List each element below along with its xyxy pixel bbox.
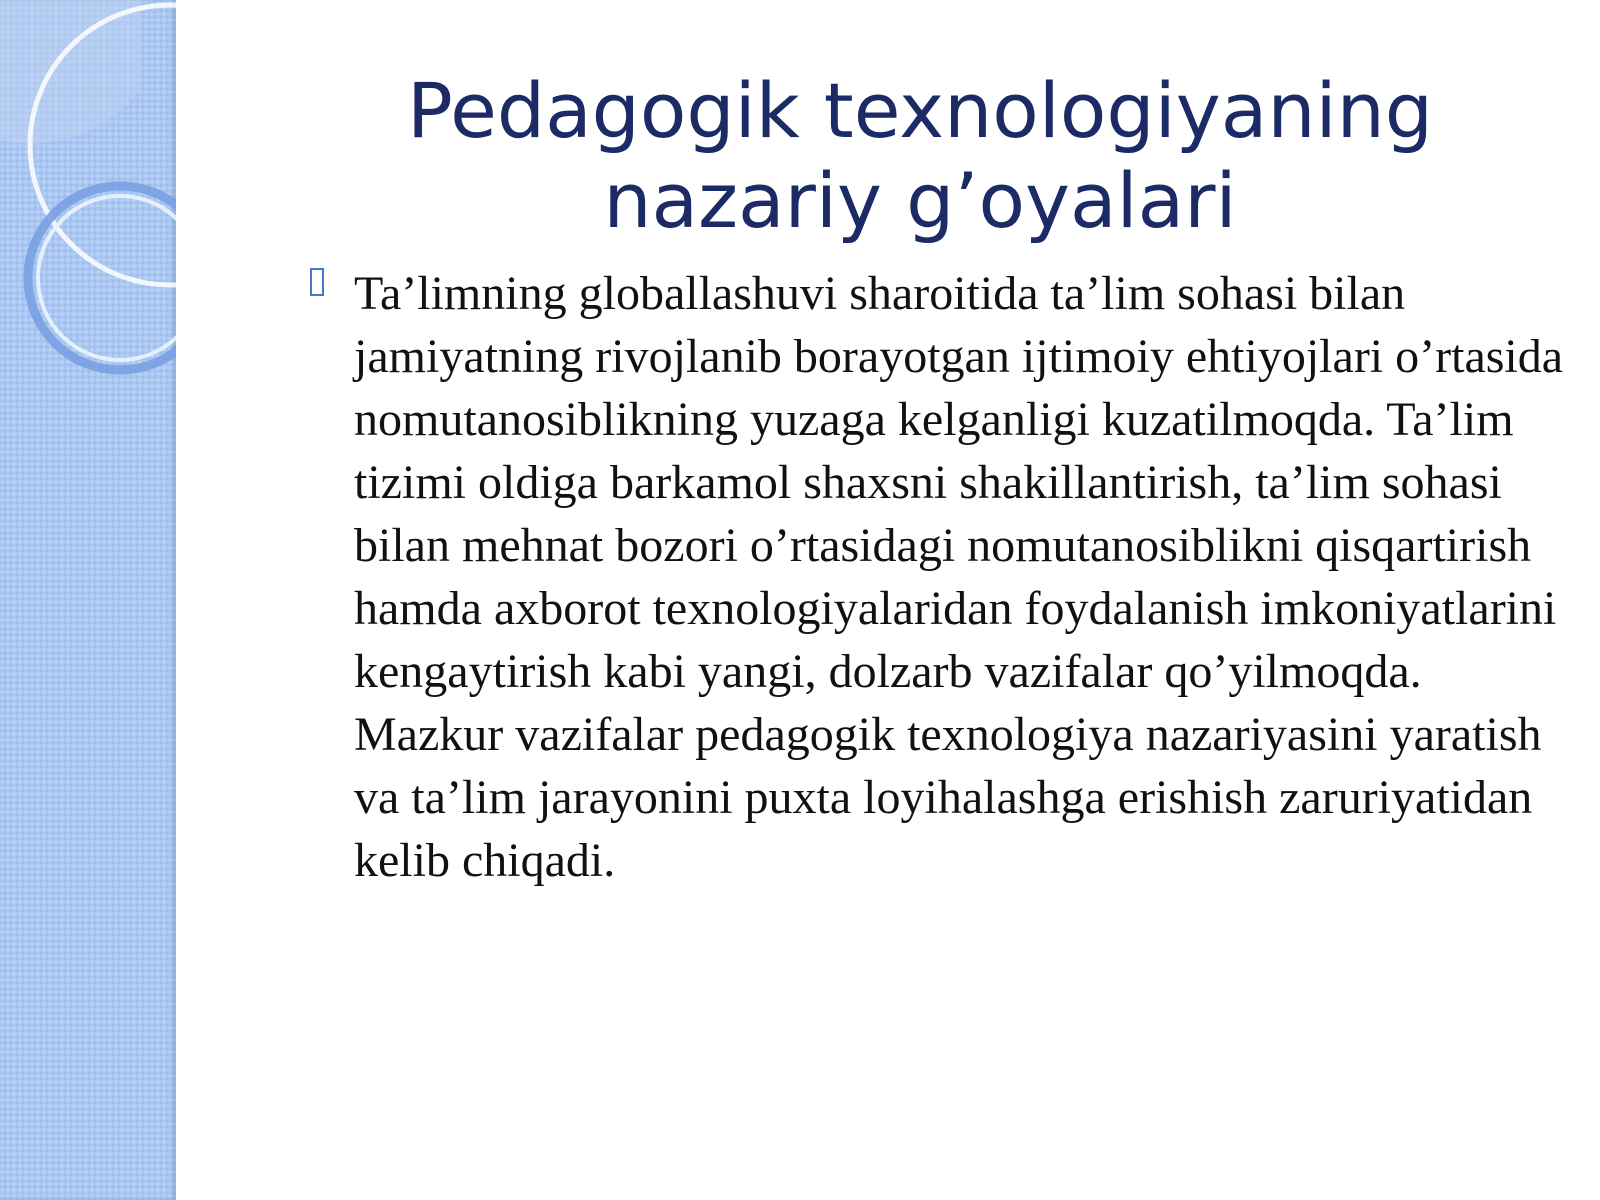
bullet-text: Ta’limning globallashuvi sharoitida ta’lim sohasi bilan jamiyatning rivojlanib borayotgan ijtimoiy ehtiyojlari o’rtasida nomutanosiblikning yuzaga kelganligi kuzatilmoqda. Ta’lim tizimi oldiga barkamol shaxsni shakillantirish, ta’lim sohasi bilan mehnat bozori o’rtasidagi nomutanosiblikni qisqartirish hamda axborot texnologiyalaridan foydalanish imkoniyatlarini kengaytirish kabi yangi, dolzarb vazifalar qo’yilmoqda. Mazkur vazifalar pedagogik texnologiya nazariyasini yaratish va ta’lim jarayonini puxta loyihalashga erishish zaruriyatidan kelib chiqadi. — [354, 267, 1564, 887]
title-line-2: nazariy g’oyalari — [603, 156, 1237, 245]
bullet-box-icon — [310, 268, 324, 296]
decorative-rings-icon — [0, 0, 176, 420]
bullet-list — [310, 262, 1580, 892]
bullet-item — [310, 262, 1580, 892]
title-line-1: Pedagogik texnologiyaning — [406, 66, 1434, 155]
decorative-side-band — [0, 0, 176, 1200]
slide-title — [300, 66, 1540, 246]
